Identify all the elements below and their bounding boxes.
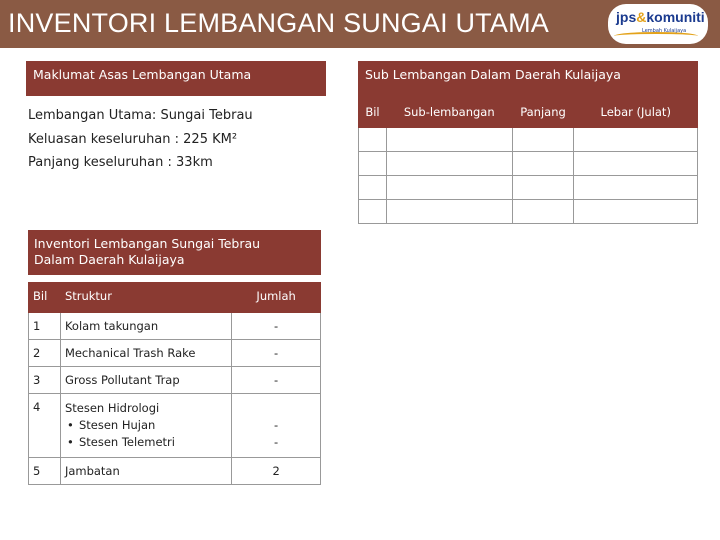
row-jumlah: 2 xyxy=(232,458,321,485)
table-row xyxy=(359,200,698,224)
sub-item-jumlah: - xyxy=(274,435,279,449)
basic-info-text xyxy=(28,104,253,175)
column-header-sub-lembangan: Sub-lembangan xyxy=(386,97,512,128)
table-row xyxy=(29,394,321,458)
row-struktur: Mechanical Trash Rake xyxy=(60,340,231,367)
sub-item-list xyxy=(65,417,227,451)
row-jumlah: - xyxy=(232,367,321,394)
basic-info-header: Maklumat Asas Lembangan Utama xyxy=(26,61,326,96)
page-title: INVENTORI LEMBANGAN SUNGAI UTAMA xyxy=(8,8,549,38)
table-row xyxy=(29,313,321,340)
row-struktur xyxy=(60,394,231,458)
inventory-table xyxy=(28,282,321,485)
jps-komuniti-logo xyxy=(608,4,708,44)
basic-info-line: Lembangan Utama: Sungai Tebrau xyxy=(28,108,253,123)
table-row xyxy=(359,176,698,200)
title-bar xyxy=(0,0,720,48)
logo-tagline: Lembah Kulaijaya xyxy=(642,28,687,34)
sub-item-jumlah: - xyxy=(274,418,279,432)
column-header-bil: Bil xyxy=(29,283,61,313)
column-header-struktur: Struktur xyxy=(60,283,231,313)
table-row xyxy=(29,367,321,394)
inventory-header: Inventori Lembangan Sungai Tebrau Dalam Daerah Kulaijaya xyxy=(28,230,321,275)
column-header-panjang: Panjang xyxy=(512,97,574,128)
row-jumlah: - xyxy=(232,313,321,340)
sub-basin-table xyxy=(358,96,698,224)
table-row xyxy=(29,458,321,485)
basic-info-line: Keluasan keseluruhan : 225 KM² xyxy=(28,131,238,147)
row-jumlah xyxy=(232,394,321,458)
row-bil: 2 xyxy=(29,340,61,367)
row-bil: 1 xyxy=(29,313,61,340)
basic-info-line: Panjang keseluruhan : 33km xyxy=(28,155,213,170)
row-jumlah: - xyxy=(232,340,321,367)
row-bil: 3 xyxy=(29,367,61,394)
table-row xyxy=(29,340,321,367)
row-bil: 4 xyxy=(29,394,61,458)
row-struktur: Kolam takungan xyxy=(60,313,231,340)
column-header-lebar: Lebar (Julat) xyxy=(574,97,698,128)
logo-wordmark: jps&komuniti xyxy=(616,9,705,25)
column-header-bil: Bil xyxy=(359,97,387,128)
row-struktur: Gross Pollutant Trap xyxy=(60,367,231,394)
table-row xyxy=(359,152,698,176)
column-header-jumlah: Jumlah xyxy=(232,283,321,313)
sub-item: • Stesen Hujan xyxy=(79,417,227,434)
row-struktur: Jambatan xyxy=(60,458,231,485)
row-bil: 5 xyxy=(29,458,61,485)
row-struktur-title: Stesen Hidrologi xyxy=(64,401,160,415)
sub-basin-header: Sub Lembangan Dalam Daerah Kulaijaya xyxy=(358,61,698,96)
sub-item: • Stesen Telemetri xyxy=(79,434,227,451)
table-row xyxy=(359,128,698,152)
